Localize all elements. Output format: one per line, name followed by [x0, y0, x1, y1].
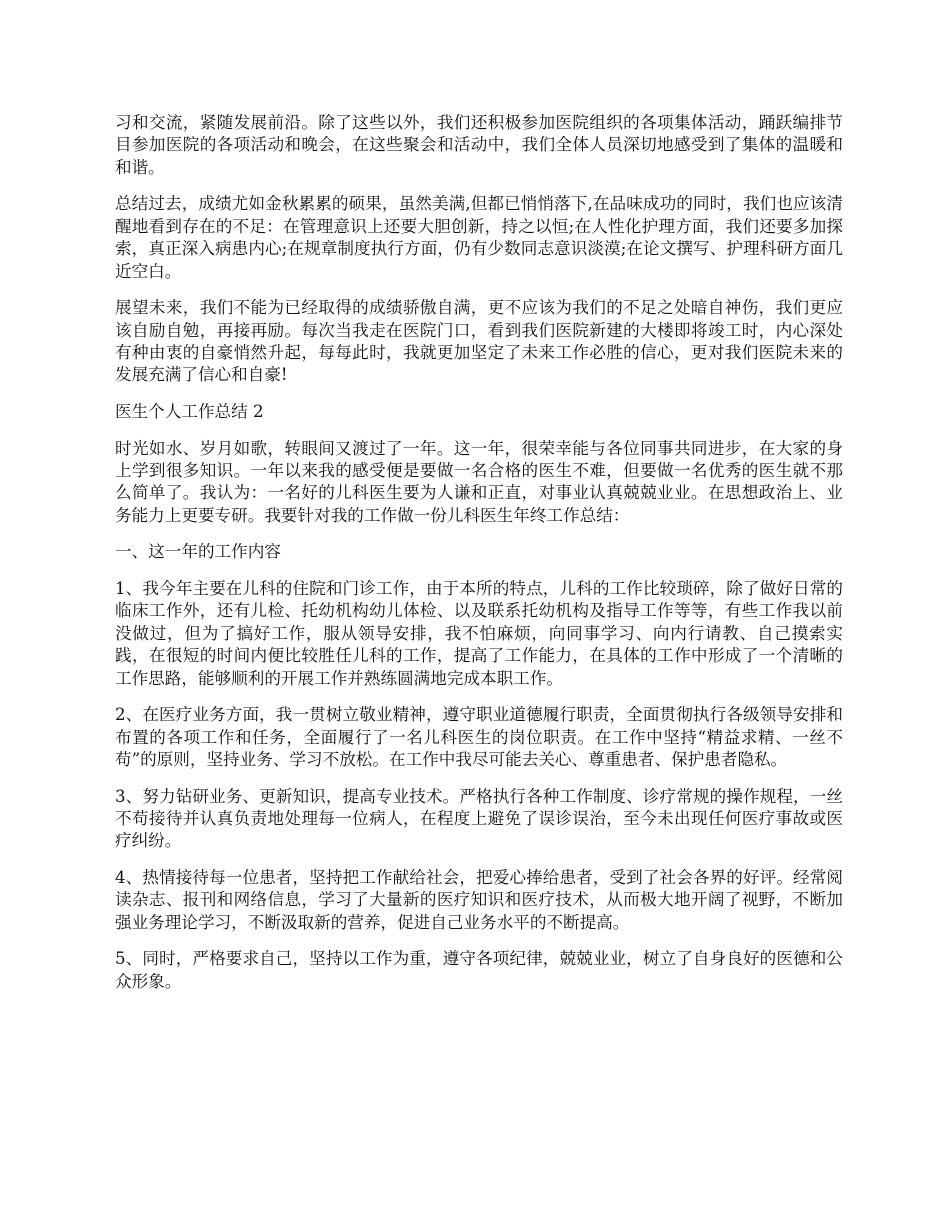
subheading-work-content: 一、这一年的工作内容 — [115, 542, 281, 562]
paragraph-summary-past: 总结过去，成绩尤如金秋累累的硕果，虽然美满,但都已悄悄落下,在品味成功的同时，我们也应该清醒地看到存在的不足：在管理意识上还要大胆创新，持之以恒;在人性化护理方面，我们还要多加探索，真正深入病患内心;在规章制度执行方面，仍有少数同志意识淡漠;在论文撰写、护理科研方面几近空白。 — [115, 194, 843, 281]
list-item-4: 4、热情接待每一位患者，坚持把工作献给社会，把爱心捧给患者，受到了社会各界的好评。经常阅读杂志、报刊和网络信息，学习了大量新的医疗知识和医疗技术，从而极大地开阔了视野，不断加强业务理论学习，不断汲取新的营养，促进自己业务水平的不断提高。 — [115, 868, 843, 932]
document-page — [115, 112, 843, 1007]
section-heading-summary-2: 医生个人工作总结 2 — [115, 402, 264, 422]
paragraph-teamwork: 习和交流，紧随发展前沿。除了这些以外，我们还积极参加医院组织的各项集体活动，踊跃编排节目参加医院的各项活动和晚会，在这些聚会和活动中，我们全体人员深切地感受到了集体的温暖和和谐。 — [115, 113, 843, 177]
list-item-5: 5、同时，严格要求自己，坚持以工作为重，遵守各项纪律，兢兢业业，树立了自身良好的医德和公众形象。 — [115, 949, 843, 991]
list-item-3: 3、努力钻研业务、更新知识，提高专业技术。严格执行各种工作制度、诊疗常规的操作规程，一丝不苟接待并认真负责地处理每一位病人，在程度上避免了误诊误治，至今未出现任何医疗事故或医疗纠纷。 — [115, 786, 843, 851]
list-item-1: 1、我今年主要在儿科的住院和门诊工作，由于本所的特点，儿科的工作比较琐碎，除了做好日常的临床工作外，还有儿检、托幼机构幼儿体检、以及联系托幼机构及指导工作等等，有些工作我以前没做过，但为了搞好工作，服从领导安排，我不怕麻烦，向同事学习、向内行请教、自己摸索实践，在很短的时间内便比较胜任儿科的工作，提高了工作能力，在具体的工作中形成了一个清晰的工作思路，能够顺利的开展工作并熟练圆满地完成本职工作。 — [115, 579, 843, 688]
paragraph-outlook: 展望未来，我们不能为已经取得的成绩骄傲自满，更不应该为我们的不足之处暗自神伤，我们更应该自励自勉，再接再励。每次当我走在医院门口，看到我们医院新建的大楼即将竣工时，内心深处有种由衷的自豪悄然升起，每每此时，我就更加坚定了未来工作必胜的信心，更对我们医院未来的发展充满了信心和自豪! — [115, 298, 843, 385]
list-item-2: 2、在医疗业务方面，我一贯树立敬业精神，遵守职业道德履行职责，全面贯彻执行各级领导安排和布置的各项工作和任务，全面履行了一名儿科医生的岗位职责。在工作中坚持“精益求精、一丝不苟”的原则，坚持业务、学习不放松。在工作中我尽可能去关心、尊重患者、保护患者隐私。 — [115, 705, 843, 770]
paragraph-intro: 时光如水、岁月如歌，转眼间又渡过了一年。这一年，很荣幸能与各位同事共同进步，在大家的身上学到很多知识。一年以来我的感受便是要做一名合格的医生不难，但要做一名优秀的医生就不那么简单了。我认为：一名好的儿科医生要为人谦和正直，对事业认真兢兢业业。在思想政治上、业务能力上更要专研。我要针对我的工作做一份儿科医生年终工作总结： — [115, 438, 843, 525]
